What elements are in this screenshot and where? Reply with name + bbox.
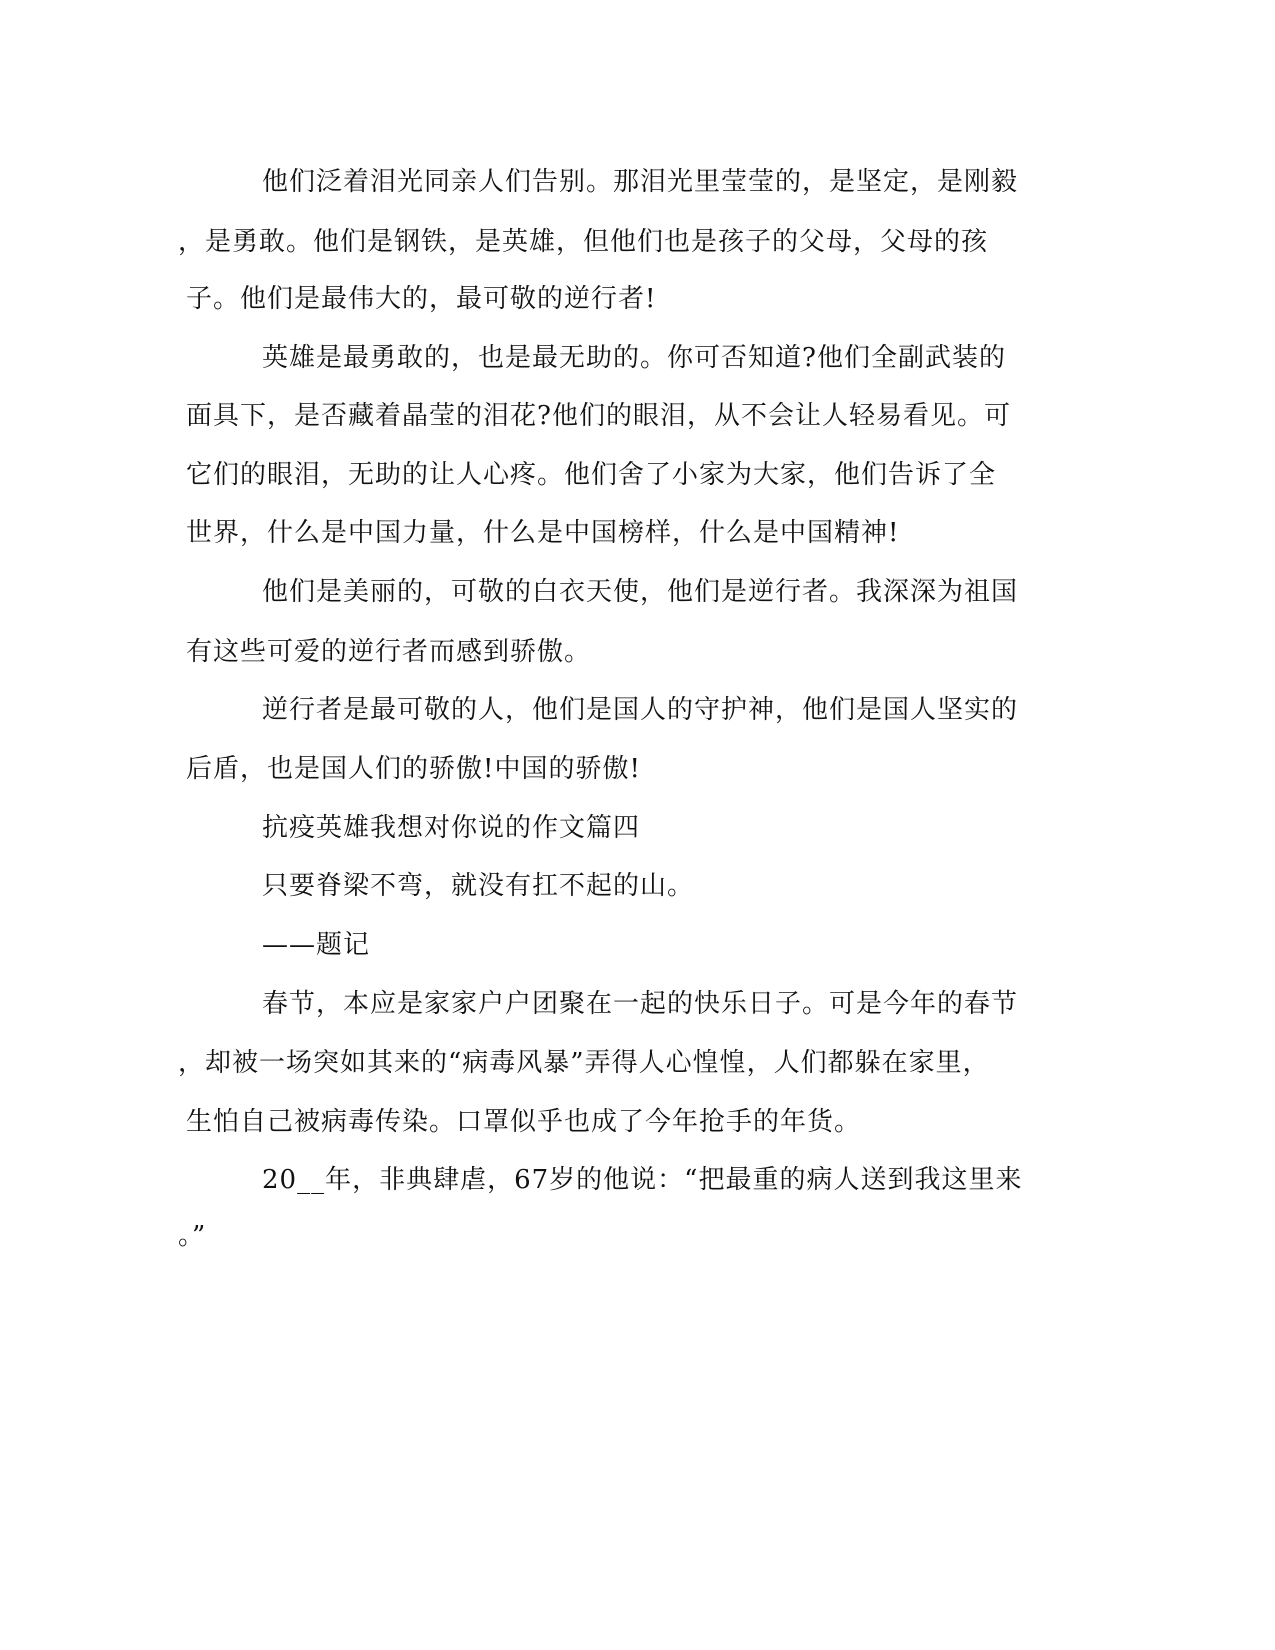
paragraph-1-line-2: ，是勇敢。他们是钢铁，是英雄，但他们也是孩子的父母，父母的孩 [178,227,989,257]
paragraph-2-line-4: 世界，什么是中国力量，什么是中国榜样，什么是中国精神! [186,518,900,548]
paragraph-5-line-3: 生怕自己被病毒传染。口罩似乎也成了今年抢手的年货。 [186,1107,862,1137]
paragraph-6-line-2: 。” [178,1221,207,1251]
paragraph-5-line-2: ，却被一场突如其来的“病毒风暴”弄得人心惶惶，人们都躲在家里， [178,1048,990,1078]
paragraph-3-line-2: 有这些可爱的逆行者而感到骄傲。 [186,637,592,667]
paragraph-2-line-3: 它们的眼泪，无助的让人心疼。他们舍了小家为大家，他们告诉了全 [186,460,997,490]
paragraph-6-line-1: 20__年，非典肆虐，67岁的他说：“把最重的病人送到我这里来 [262,1165,1023,1195]
epigraph: 只要脊梁不弯，就没有扛不起的山。 [262,871,695,901]
paragraph-3-line-1: 他们是美丽的，可敬的白衣天使，他们是逆行者。我深深为祖国 [262,577,1019,607]
paragraph-1-line-1: 他们泛着泪光同亲人们告别。那泪光里莹莹的，是坚定，是刚毅 [262,167,1019,197]
paragraph-1-line-3: 子。他们是最伟大的，最可敬的逆行者! [186,284,657,314]
epigraph-attribution: ——题记 [262,930,371,960]
paragraph-4-line-2: 后盾，也是国人们的骄傲!中国的骄傲! [186,754,641,784]
paragraph-4-line-1: 逆行者是最可敬的人，他们是国人的守护神，他们是国人坚实的 [262,695,1019,725]
paragraph-2-line-1: 英雄是最勇敢的，也是最无助的。你可否知道?他们全副武装的 [262,343,1006,373]
paragraph-2-line-2: 面具下，是否藏着晶莹的泪花?他们的眼泪，从不会让人轻易看见。可 [186,401,1011,431]
section-heading: 抗疫英雄我想对你说的作文篇四 [262,813,641,843]
paragraph-5-line-1: 春节，本应是家家户户团聚在一起的快乐日子。可是今年的春节 [262,989,1019,1019]
